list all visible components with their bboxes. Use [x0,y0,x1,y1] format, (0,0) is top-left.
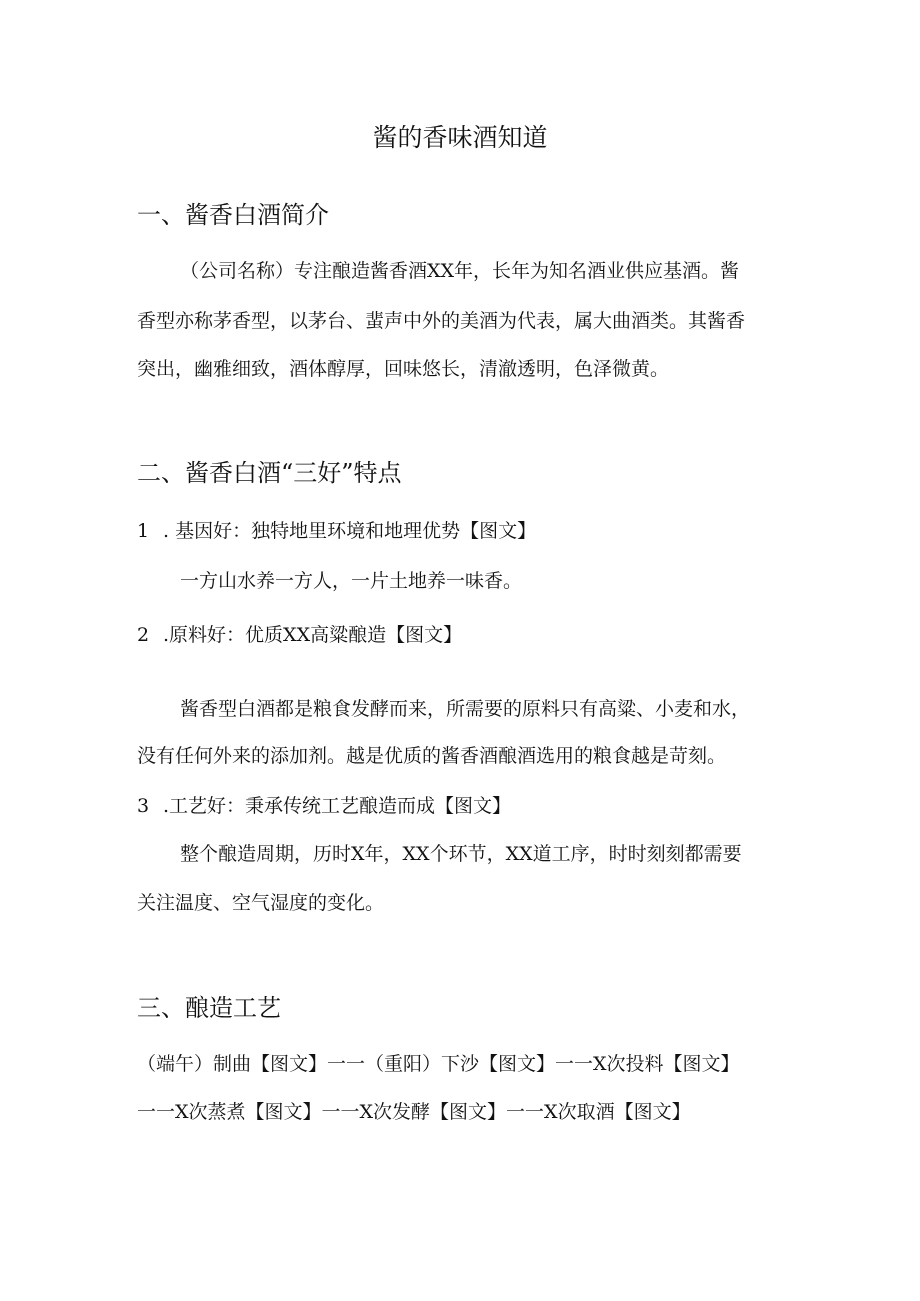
paragraph-line: 香型亦称茅香型，以茅台、蜚声中外的美酒为代表，属大曲酒类。其酱香 [137,310,746,332]
paragraph-line: 关注温度、空气湿度的变化。 [137,892,385,914]
section-heading-features: 二、酱香白酒“三好”特点 [137,459,402,487]
item-label: .工艺好：秉承传统工艺酿造而成【图文】 [163,795,512,817]
document-title: 酱的香味酒知道 [372,123,548,152]
paragraph-line: 没有任何外来的添加剂。越是优质的酱香酒酿酒选用的粮食越是苛刻。 [137,745,727,767]
item-number: 2 [137,624,150,646]
paragraph-line: 突出，幽雅细致，酒体醇厚，回味悠长，清澈透明，色泽微黄。 [137,358,670,380]
process-line: 一一X次蒸煮【图文】一一X次发酵【图文】一一X次取酒【图文】 [137,1101,691,1123]
section-heading-intro: 一、酱香白酒简介 [137,201,329,229]
feature-item-gene [137,522,536,541]
paragraph-line: 整个酿造周期，历时X年，XX个环节，XX道工序，时时刻刻都需要 [180,843,742,865]
process-line: （端午）制曲【图文】一一（重阳）下沙【图文】一一X次投料【图文】 [137,1053,740,1075]
section-heading-process: 三、酿造工艺 [137,994,281,1022]
item-number: 3 [137,795,150,817]
paragraph-line: 酱香型白酒都是粮食发酵而来，所需要的原料只有高粱、小麦和水， [180,698,751,720]
feature-item-material [137,626,462,645]
item-label: .原料好：优质XX高粱酿造【图文】 [163,624,463,646]
feature-item-craft [137,797,511,816]
item-label: . 基因好：独特地里环境和地理优势【图文】 [163,520,537,542]
item-number: 1 [137,520,150,542]
paragraph-line: 一方山水养一方人，一片土地养一味香。 [180,570,523,592]
paragraph-line: （公司名称）专注酿造酱香酒XX年，长年为知名酒业供应基酒。酱 [180,260,740,282]
